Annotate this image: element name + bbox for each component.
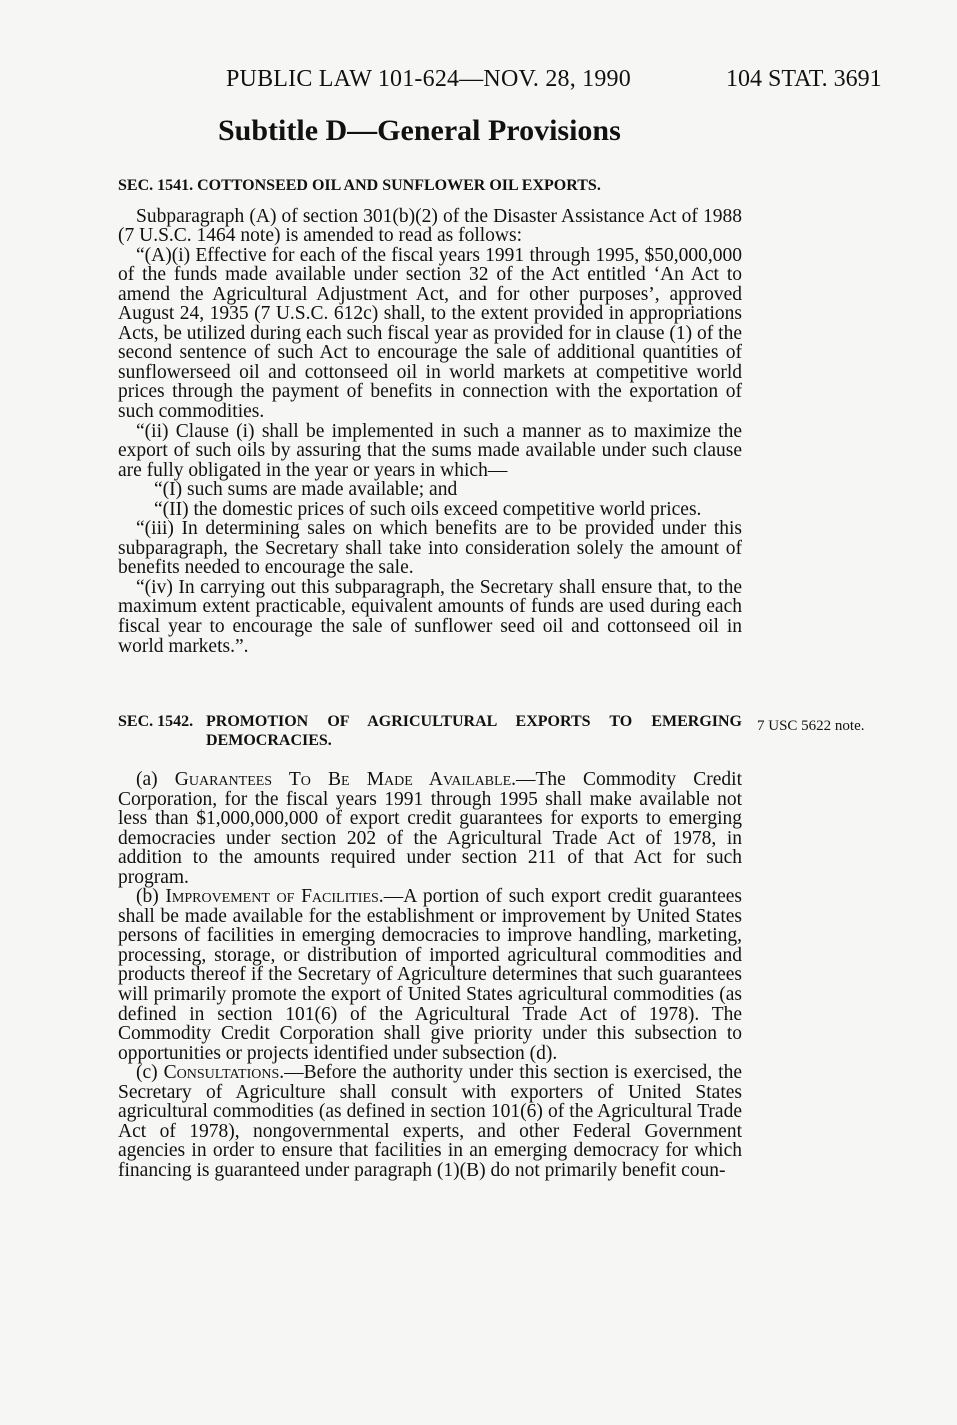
subsection-text: —A portion of such export credit guarantees shall be made available for the establishment or improvement by United States persons of facilities in emerging democracies to improve handling, marketing, processing, storage, or distribution of imported agricultural commodities and products thereof if the Secretary of Agriculture determines that such guarantees will primarily promote the export of United States agricultural commodities (as defined in section 101(6) of the Agricultural Trade Act of 1978). The Commodity Credit Corporation shall give priority under this subsection to opportunities or projects identified under subsection (d).: [118, 886, 742, 1064]
paragraph: “(iii) In determining sales on which benefits are to be provided under this subparagraph, the Secretary shall take into consideration solely the amount of benefits needed to encourage the sale.: [118, 518, 742, 579]
subtitle-heading: Subtitle D—General Provisions: [218, 114, 621, 147]
paragraph: “(A)(i) Effective for each of the fiscal years 1991 through 1995, $50,000,000 of the funds made available under section 32 of the Act entitled ‘An Act to amend the Agricultural Adjustment Act, and for other purposes’, approved August 24, 1935 (7 U.S.C. 612c) shall, to the extent provided in appropriations Acts, be utilized during each such fiscal year as provided for in clause (1) of the second sentence of such Act to encourage the sale of additional quantities of sunflowerseed oil and cottonseed oil in world markets at competitive world prices through the payment of benefits in connection with the exportation of such commodities.: [118, 244, 742, 423]
paragraph: “(ii) Clause (i) shall be implemented in such a manner as to maximize the export of such oils by assuring that the sums made available under such clause are fully obligated in the year or years in which—: [118, 420, 742, 481]
running-head: PUBLIC LAW 101-624—NOV. 28, 1990: [226, 66, 631, 92]
section-title: PROMOTION OF AGRICULTURAL EXPORTS TO EMERGING DEMOCRACIES.: [206, 713, 742, 749]
statute-page-number: 104 STAT. 3691: [726, 66, 882, 92]
paragraph: Subparagraph (A) of section 301(b)(2) of the Disaster Assistance Act of 1988 (7 U.S.C. 1464 note) is amended to read as follows:: [118, 205, 742, 247]
clause-I: “(I) such sums are made available; and: [154, 479, 458, 501]
subsection-text: —The Commodity Credit Corporation, for the fiscal years 1991 through 1995 shall make available not less than $1,000,000,000 of export credit guarantees for exports to emerging democracies under section 202 of the Agricultural Trade Act of 1978, in addition to the amounts required under section 211 of that Act for such program.: [118, 769, 742, 888]
subsection-label: (c): [136, 1062, 164, 1084]
clause-II: “(II) the domestic prices of such oils exceed competitive world prices.: [154, 498, 702, 520]
subsection-heading: Consultations.: [163, 1062, 285, 1084]
section-1542: [118, 712, 742, 1180]
subsection-c: [118, 1063, 742, 1180]
section-number: SEC. 1542.: [118, 713, 194, 730]
paragraph: “(iv) In carrying out this subparagraph, the Secretary shall ensure that, to the maximum extent practicable, equivalent amounts of funds are used during each fiscal year to encourage the sale of sunflower seed oil and cottonseed oil in world markets.”.: [118, 576, 742, 657]
margin-note: 7 USC 5622 note.: [757, 718, 865, 734]
section-1541: [118, 176, 742, 656]
subsection-heading: Guarantees To Be Made Available.: [174, 769, 516, 790]
subsection-label: (b): [136, 886, 166, 908]
section-1541-heading: SEC. 1541. COTTONSEED OIL AND SUNFLOWER OIL EXPORTS.: [118, 177, 601, 194]
section-1542-heading: [118, 712, 742, 750]
subsection-heading: Improvement of Facilities.: [165, 886, 384, 908]
subsection-label: (a): [136, 769, 175, 790]
subsection-a: [118, 770, 742, 887]
subsection-text: —Before the authority under this section is exercised, the Secretary of Agriculture shall consult with exporters of United States agricultural commodities (as defined in section 101(6) of the Agricultural Trade Act of 1978), nongovernmental experts, and other Federal Government agencies in order to ensure that facilities in an emerging democracy for which financing is guaranteed under paragraph (1)(B) do not primarily benefit coun-: [118, 1062, 742, 1181]
subsection-b: [118, 887, 742, 1063]
